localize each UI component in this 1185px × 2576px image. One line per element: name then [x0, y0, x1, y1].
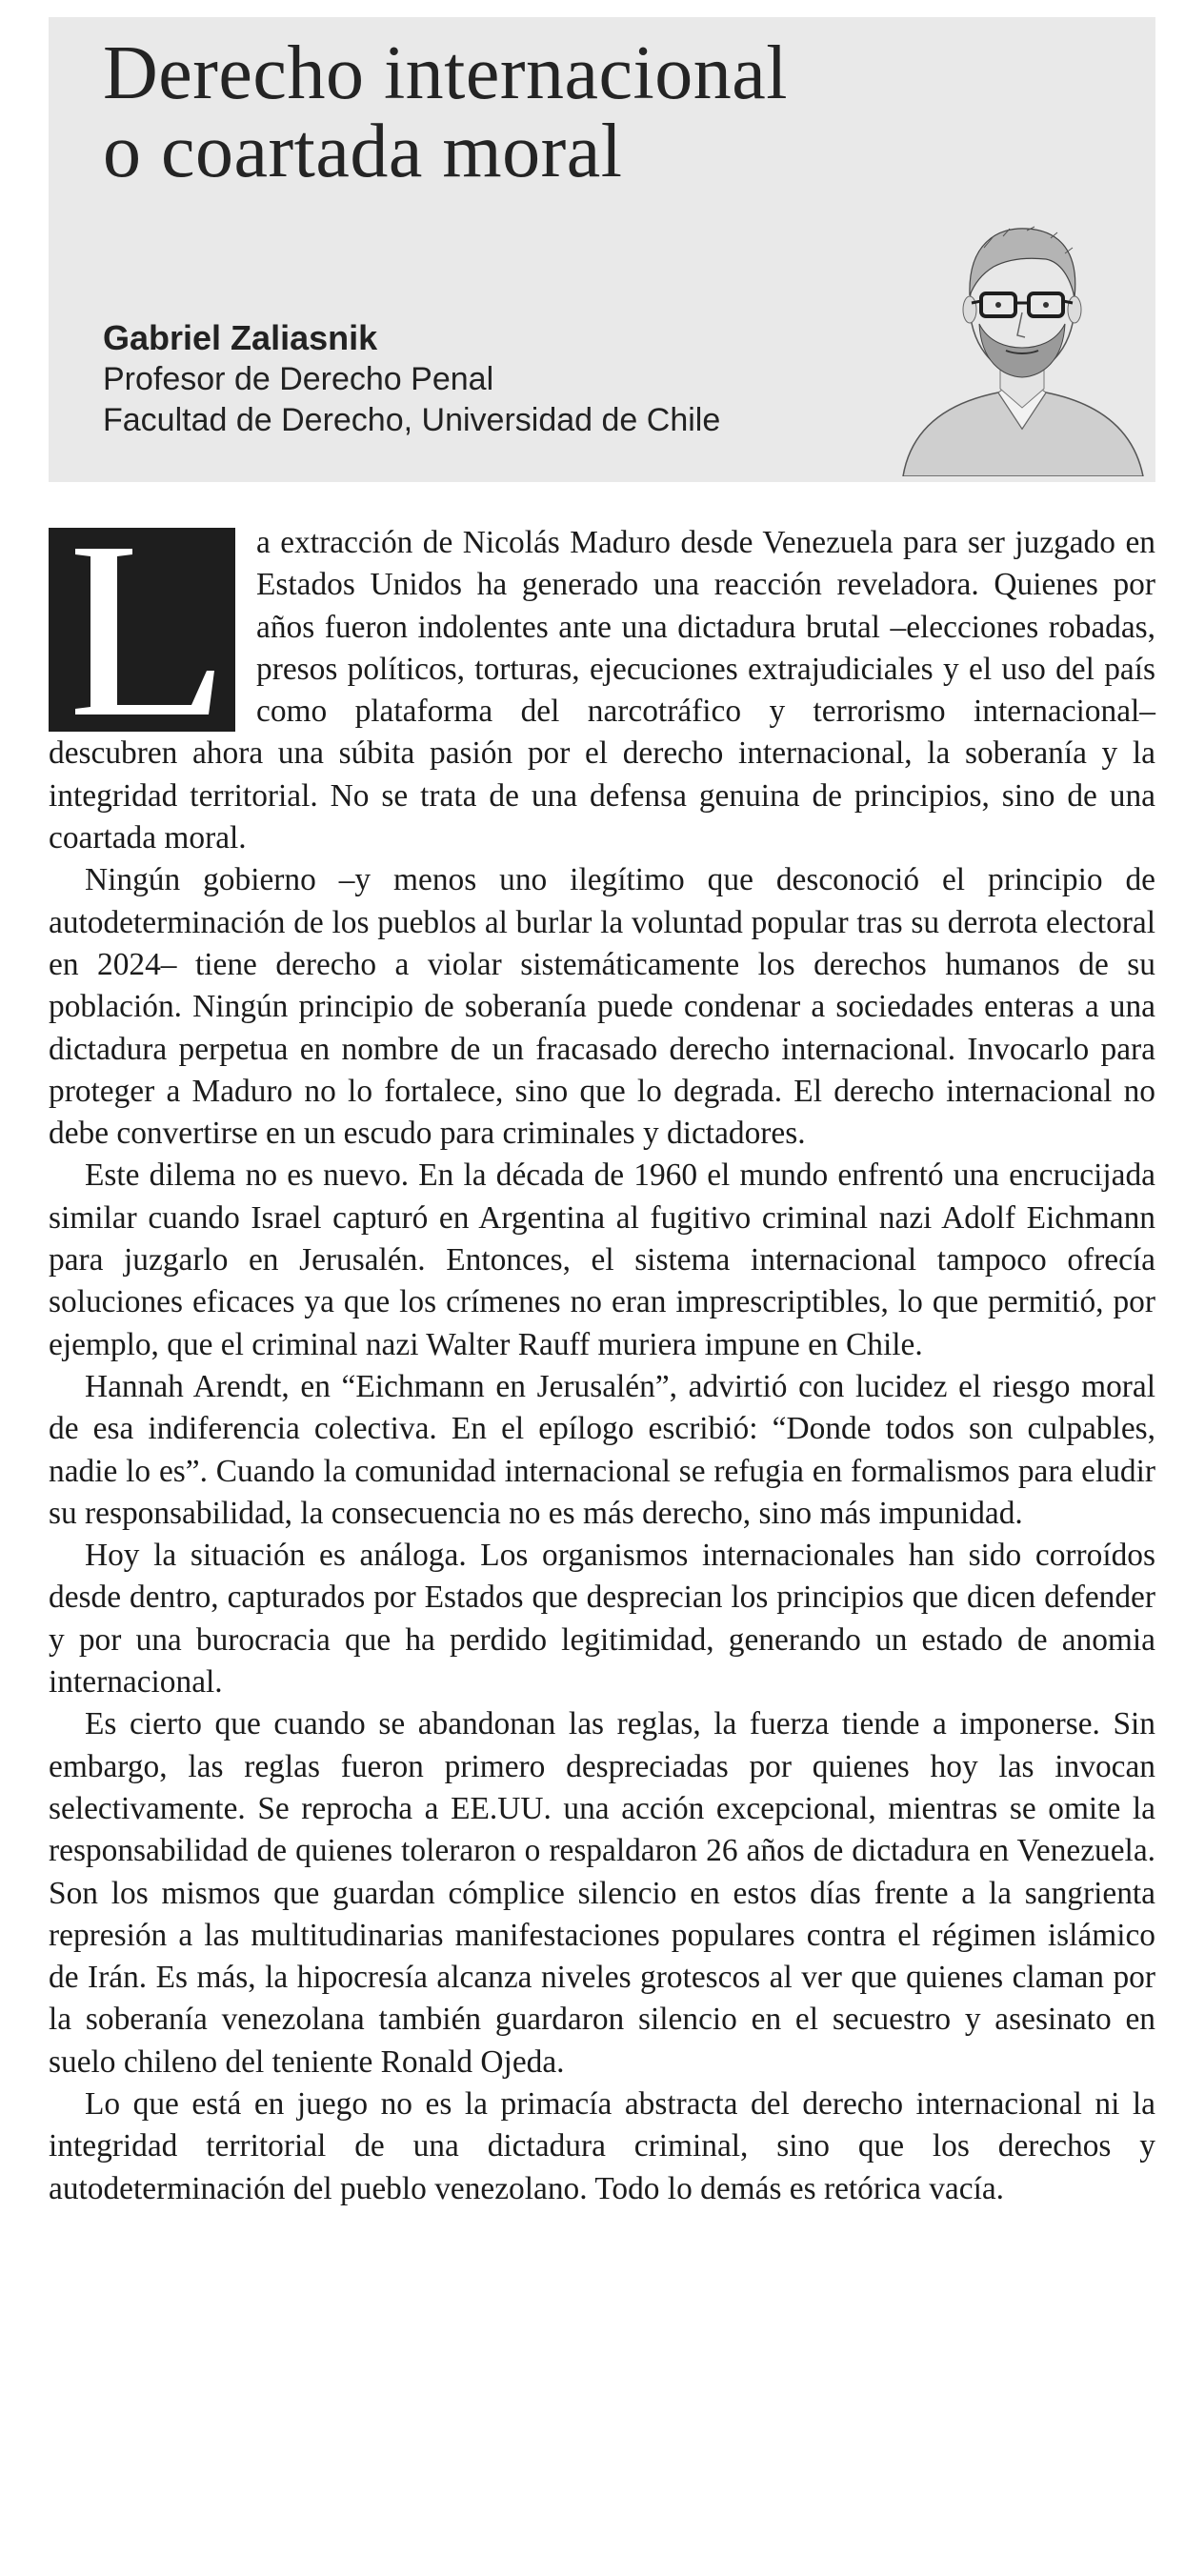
author-portrait — [894, 191, 1151, 476]
paragraph-6: Es cierto que cuando se abandonan las reglas, la fuerza tiende a imponerse. Sin embargo, las reglas fueron primero despreciadas por quienes hoy las invocan selectivamente. Se reprocha a EE.UU. una acción excepcional, mientras se omite la responsabilidad de quienes toleraron o respaldaron 26 años de dictadura en Venezuela. Son los mismos que guardan cómplice silencio en estos días frente a la sangrienta represión a las multitudinarias manifestaciones populares contra el régimen islámico de Irán. Es más, la hipocresía alcanza niveles grotescos al ver que quienes claman por la soberanía venezolana también guardaron silencio en el secuestro y asesinato en suelo chileno del teniente Ronald Ojeda. — [49, 1706, 1155, 2080]
paragraph-1: a extracción de Nicolás Maduro desde Venezuela para ser juzgado en Estados Unidos ha generado una reacción reveladora. Quienes por años fueron indolentes ante una dictadura brutal –elecciones robadas, presos políticos, torturas, ejecuciones extrajudiciales y el uso del país como plataforma del narcotráfico y terrorismo internacional– descubren ahora una súbita pasión por el derecho internacional, la soberanía y la integridad territorial. No se trata de una defensa genuina de principios, sino de una coartada moral. — [49, 525, 1155, 856]
paragraph-3: Este dilema no es nuevo. En la década de 1960 el mundo enfrentó una encrucijada similar cuando Israel capturó en Argentina al fugitivo criminal nazi Adolf Eichmann para juzgarlo en Jerusalén. Entonces, el sistema internacional tampoco ofrecía soluciones eficaces ya que los crímenes no eran imprescriptibles, lo que permitió, por ejemplo, que el criminal nazi Walter Rauff muriera impune en Chile. — [49, 1157, 1155, 1362]
article-body — [49, 522, 1155, 2210]
author-name: Gabriel Zaliasnik — [103, 318, 378, 357]
paragraph-2: Ningún gobierno –y menos uno ilegítimo que desconoció el principio de autodeterminación de los pueblos al burlar la voluntad popular tras su derrota electoral en 2024– tiene derecho a violar sistemáticamente los derechos humanos de su población. Ningún principio de soberanía puede condenar a sociedades enteras a una dictadura perpetua en nombre de un fracasado derecho internacional. Invocarlo para proteger a Maduro no lo fortalece, sino que lo degrada. El derecho internacional no debe convertirse en un escudo para criminales y dictadores. — [49, 862, 1155, 1152]
dropcap-l — [49, 528, 235, 732]
dropcap-letter-art — [49, 528, 235, 732]
author-affiliation: Facultad de Derecho, Universidad de Chile — [103, 402, 721, 438]
byline — [103, 317, 720, 441]
paragraph-4: Hannah Arendt, en “Eichmann en Jerusalén”, advirtió con lucidez el riesgo moral de esa indiferencia colectiva. En el epílogo escribió: “Donde todos son culpables, nadie lo es”. Cuando la comunidad internacional se refugia en formalismos para eludir su responsabilidad, la consecuencia no es más derecho, sino más impunidad. — [49, 1368, 1155, 1531]
paragraph-5: Hoy la situación es análoga. Los organismos internacionales han sido corroídos desde dentro, capturados por Estados que desprecian los principios que dicen defender y por una burocracia que ha perdido legitimidad, generando un estado de anomia internacional. — [49, 1538, 1155, 1701]
paragraph-7: Lo que está en juego no es la primacía abstracta del derecho internacional ni la integridad territorial de una dictadura criminal, sino que los derechos y autodeterminación del pueblo venezolano. Todo lo demás es retórica vacía. — [49, 2085, 1155, 2206]
author-role: Profesor de Derecho Penal — [103, 361, 494, 397]
headline: Derecho internacional o coartada moral — [103, 31, 789, 193]
